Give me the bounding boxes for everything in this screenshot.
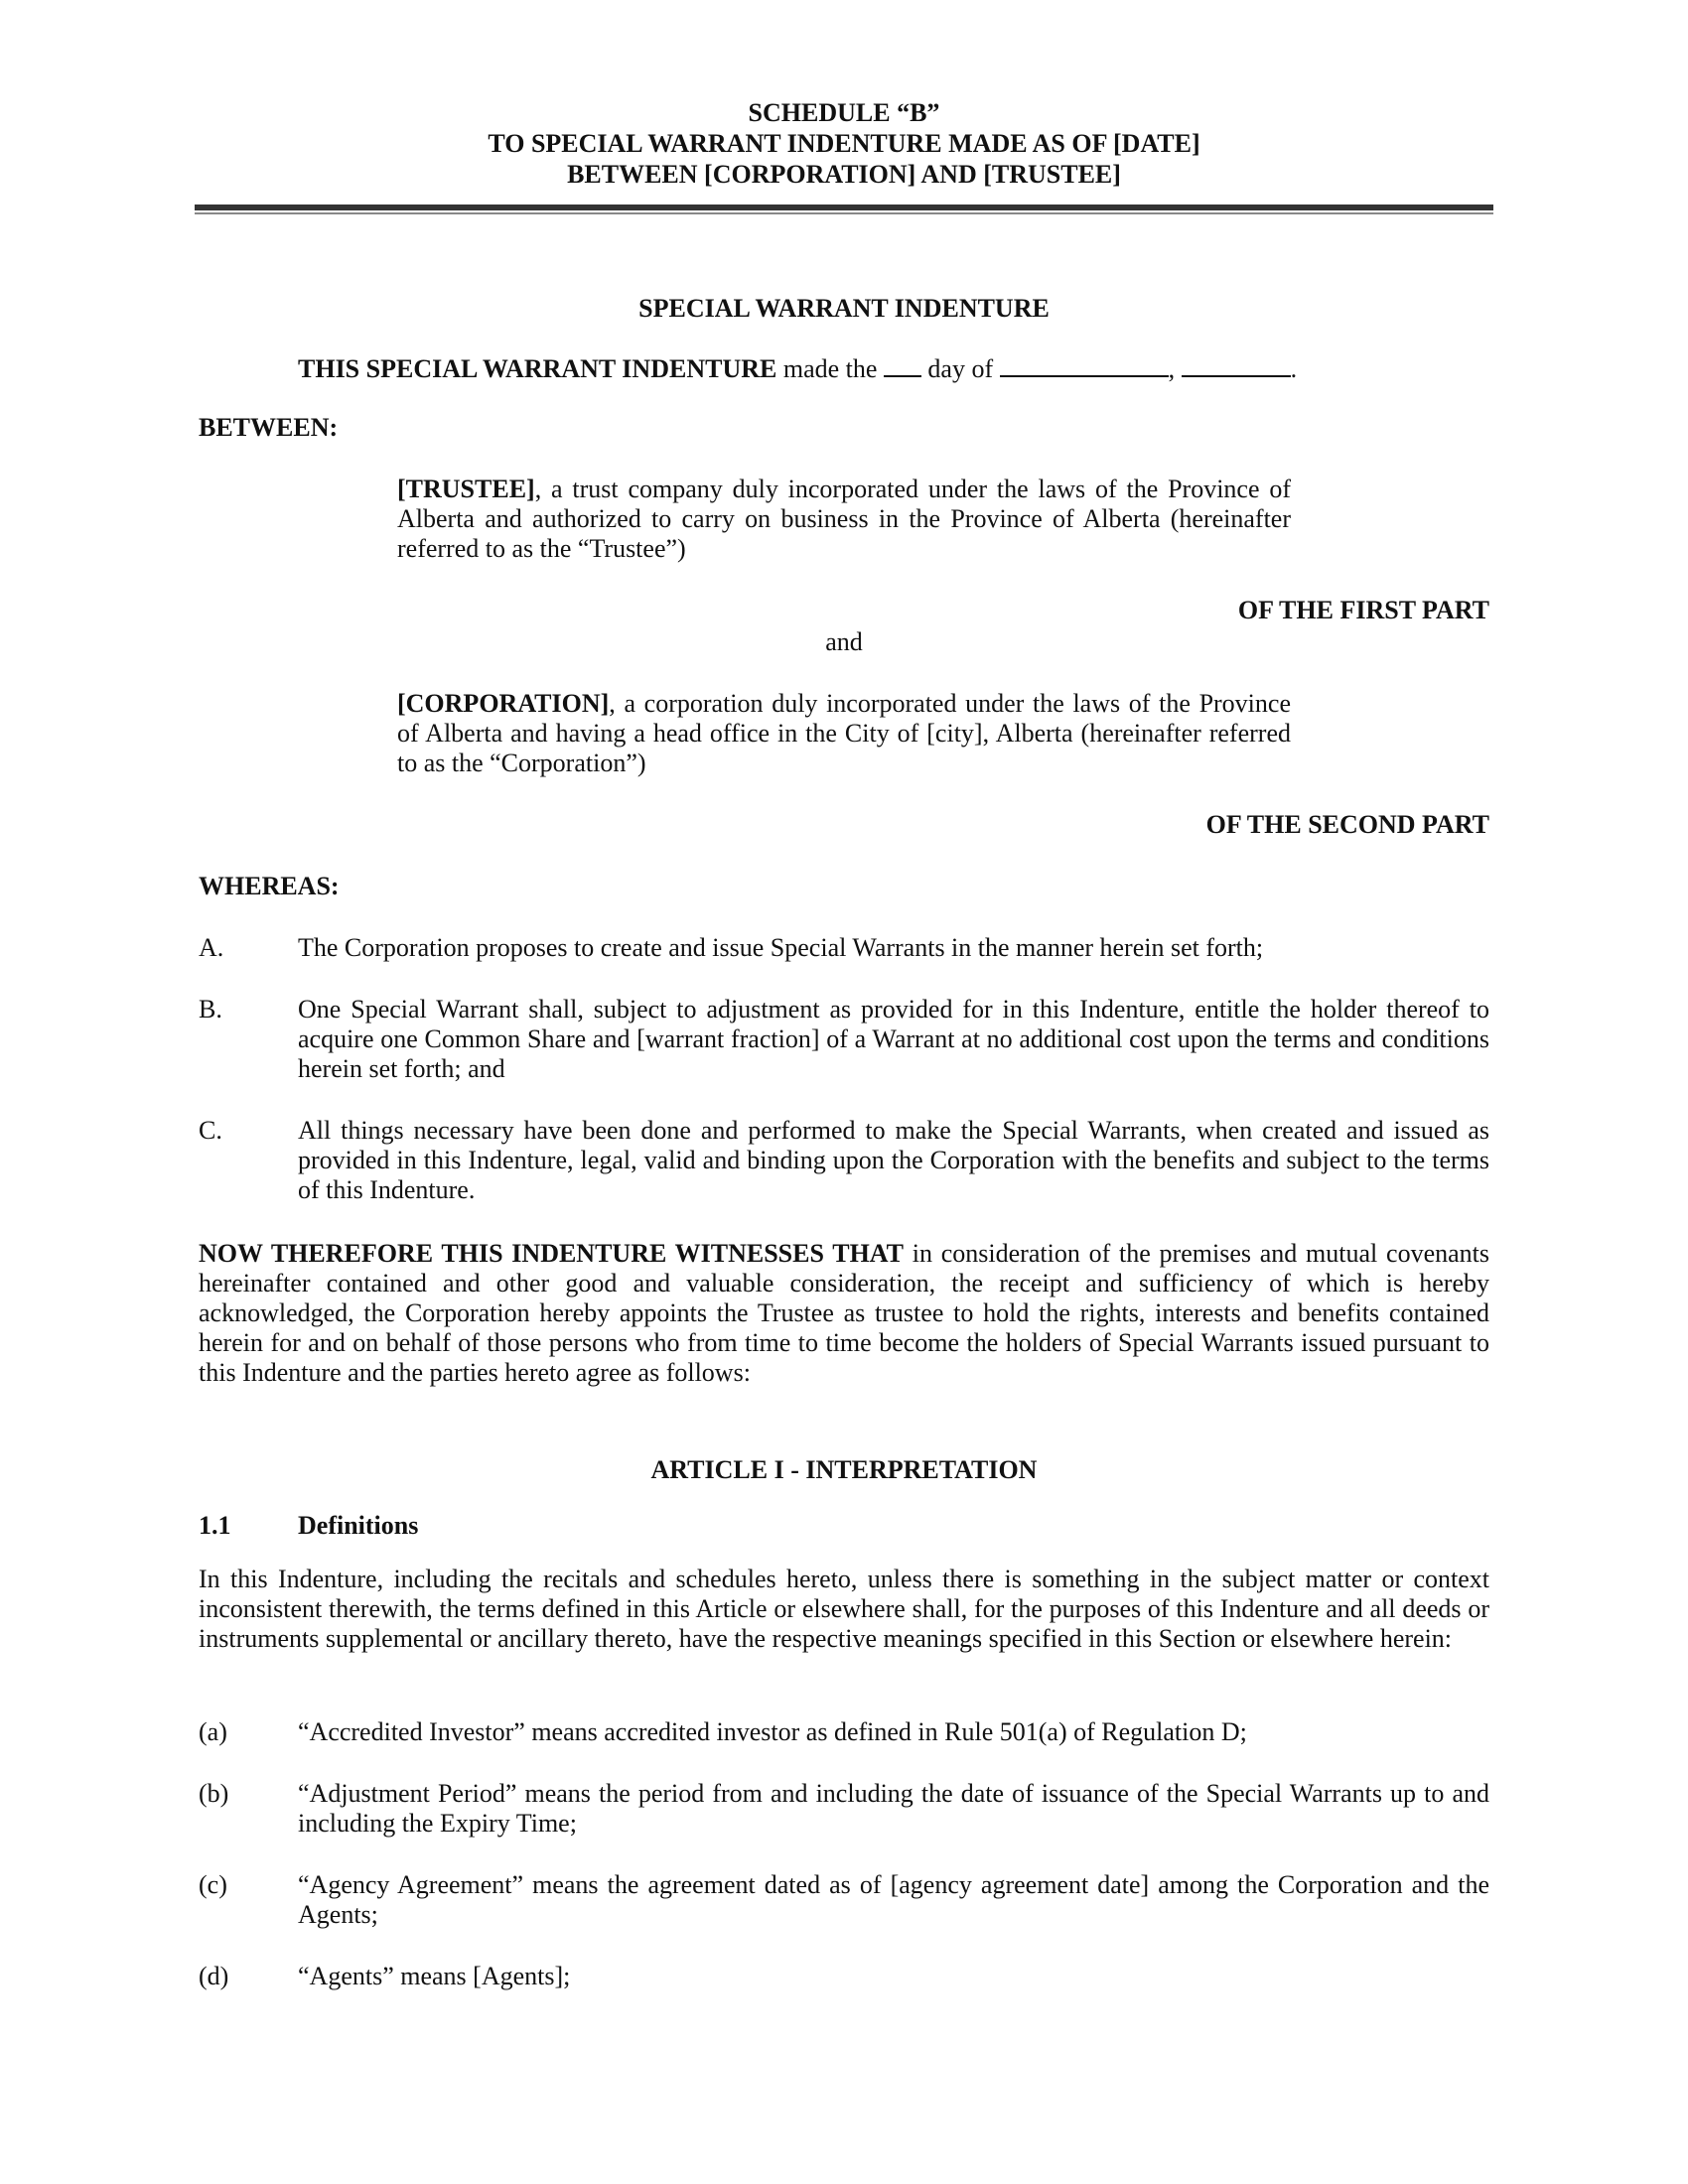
header-line-1: SCHEDULE “B”	[748, 98, 940, 127]
corporation-name: [CORPORATION]	[397, 689, 610, 718]
definition-text: “Accredited Investor” means accredited investor as defined in Rule 501(a) of Regulation D;	[298, 1717, 1247, 1746]
definition-label: (d)	[199, 1962, 229, 1990]
definition-label: (b)	[199, 1779, 229, 1808]
definition-text: “Agency Agreement” means the agreement dated as of [agency agreement date] among the Corporation and the Agents;	[298, 1870, 1489, 1929]
recital-label: A.	[199, 933, 224, 962]
intro-day-of: day of	[920, 354, 1000, 383]
definition-label: (a)	[199, 1717, 227, 1746]
party-trustee	[397, 475, 1291, 564]
month-blank	[1000, 353, 1169, 377]
recital-label: C.	[199, 1116, 222, 1145]
witness-paragraph	[199, 1239, 1489, 1388]
witness-bold: NOW THEREFORE THIS INDENTURE WITNESSES THAT	[199, 1239, 904, 1268]
definition-label: (c)	[199, 1870, 227, 1899]
intro-line	[298, 353, 1489, 384]
intro-bold: THIS SPECIAL WARRANT INDENTURE	[298, 354, 777, 383]
and-label: and	[825, 627, 863, 656]
intro-period: .	[1290, 354, 1298, 383]
intro-comma: ,	[1168, 354, 1182, 383]
definition-text: “Adjustment Period” means the period from and including the date of issuance of the Special Warrants up to and including the Expiry Time;	[298, 1779, 1489, 1838]
witness-text: in consideration of the premises and mutual covenants hereinafter contained and other good and valuable consideration, the receipt and sufficiency of which is hereby acknowledged, the Corporation hereby appoints the Trustee as trustee to hold the rights, interests and benefits contained herein for and on behalf of those persons who from time to time become the holders of Special Warrants issued pursuant to this Indenture and the parties hereto agree as follows:	[199, 1239, 1489, 1387]
definitions-intro: In this Indenture, including the recitals and schedules hereto, unless there is something in the subject matter or context inconsistent therewith, the terms defined in this Article or elsewhere shall, for the purposes of this Indenture and all deeds or instruments supplemental or ancillary thereto, have the respective meanings specified in this Section or elsewhere herein:	[199, 1565, 1489, 1653]
whereas-label: WHEREAS:	[199, 872, 340, 900]
header-line-3: BETWEEN [CORPORATION] AND [TRUSTEE]	[567, 160, 1121, 189]
schedule-header	[199, 97, 1489, 190]
recital-text: All things necessary have been done and performed to make the Special Warrants, when created and issued as provided in this Indenture, legal, valid and binding upon the Corporation with the benefits and subject to the terms of this Indenture.	[298, 1116, 1489, 1204]
intro-made-the: made the	[776, 354, 884, 383]
corporation-text: , a corporation duly incorporated under the laws of the Province of Alberta and having a head office in the City of [city], Alberta (hereinafter referred to as the “Corporation”)	[397, 689, 1291, 777]
recital-text: One Special Warrant shall, subject to adjustment as provided for in this Indenture, entitle the holder thereof to acquire one Common Share and [warrant fraction] of a Warrant at no additional cost upon the terms and conditions herein set forth; and	[298, 995, 1489, 1083]
article-heading: ARTICLE I - INTERPRETATION	[650, 1455, 1038, 1484]
section-title: Definitions	[298, 1511, 419, 1540]
party-corporation	[397, 689, 1291, 778]
definition-text: “Agents” means [Agents];	[298, 1962, 571, 1990]
second-part-label: OF THE SECOND PART	[1205, 810, 1489, 839]
section-heading	[199, 1511, 1489, 1541]
recital-label: B.	[199, 995, 222, 1024]
document-title: SPECIAL WARRANT INDENTURE	[638, 294, 1050, 323]
trustee-name: [TRUSTEE]	[397, 475, 535, 503]
header-line-2: TO SPECIAL WARRANT INDENTURE MADE AS OF [DATE]	[488, 129, 1200, 158]
year-blank	[1182, 353, 1291, 377]
recital-text: The Corporation proposes to create and issue Special Warrants in the manner herein set forth;	[298, 933, 1264, 962]
day-blank	[884, 353, 921, 377]
between-label: BETWEEN:	[199, 413, 339, 442]
section-number: 1.1	[199, 1511, 231, 1540]
trustee-text: , a trust company duly incorporated under the laws of the Province of Alberta and authorized to carry on business in the Province of Alberta (hereinafter referred to as the “Trustee”)	[397, 475, 1291, 563]
header-rule	[195, 205, 1493, 214]
first-part-label: OF THE FIRST PART	[1237, 596, 1489, 624]
